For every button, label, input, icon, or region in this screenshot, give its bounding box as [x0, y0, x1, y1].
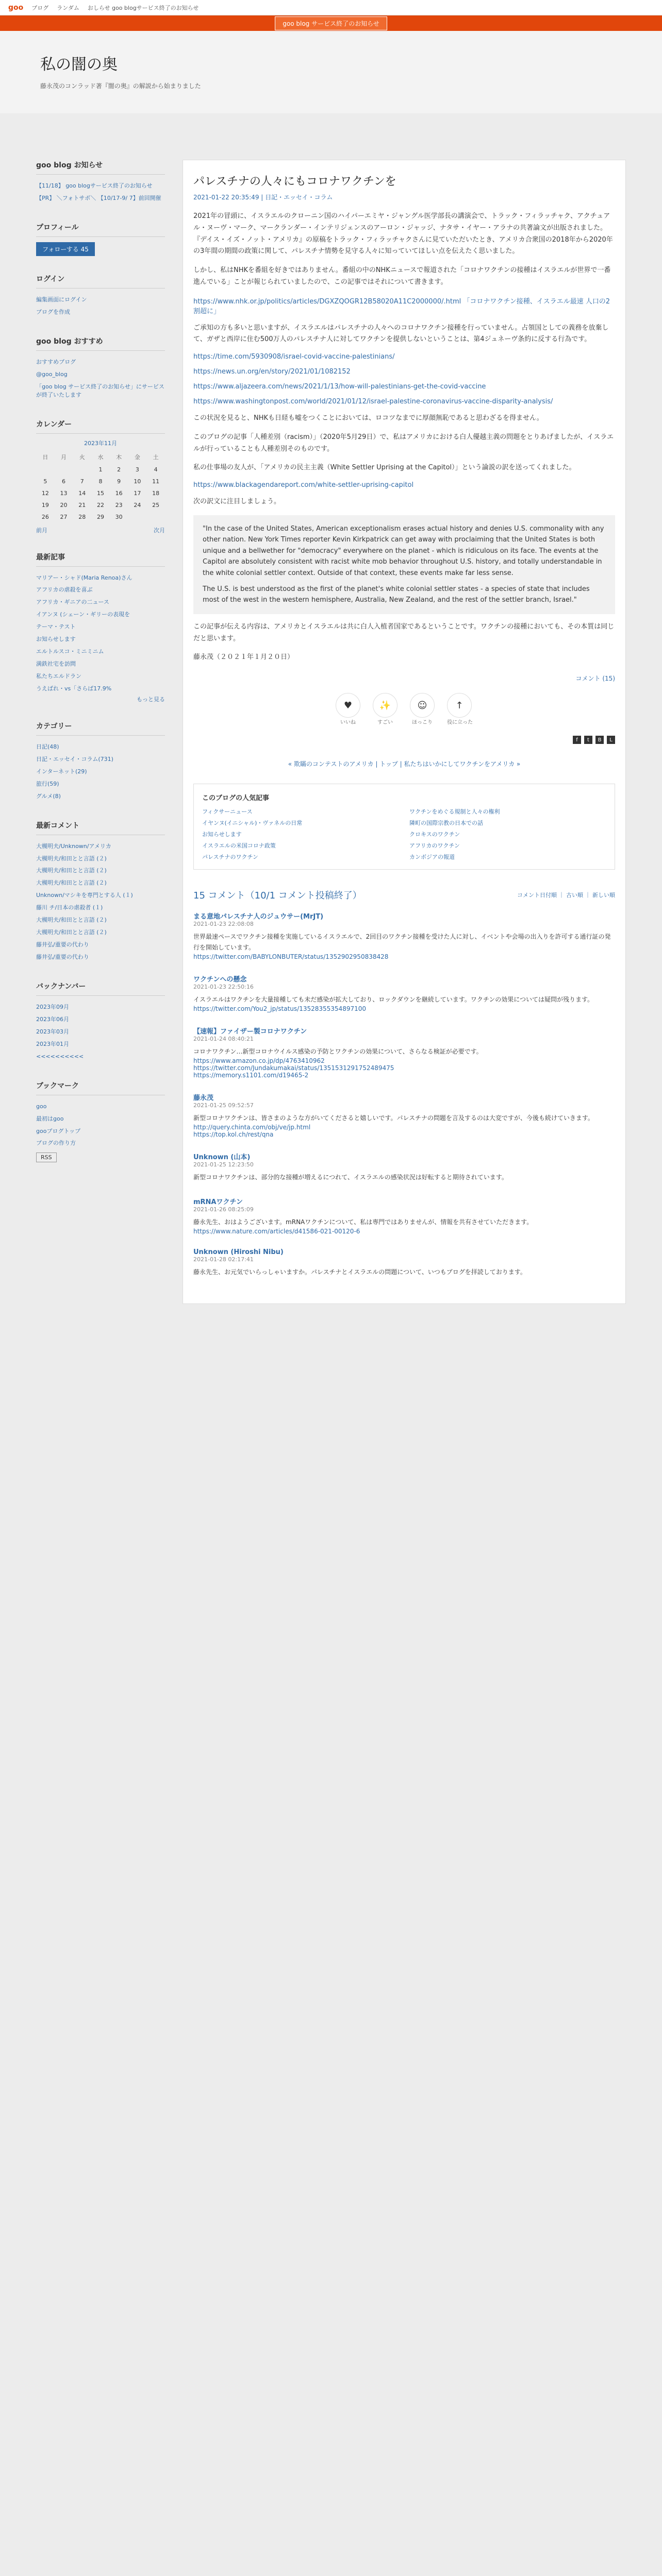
topbar-link-notice[interactable]: おしらせ goo blogサービス終了のお知らせ [87, 4, 199, 11]
category-link[interactable]: グルメ(8) [36, 792, 61, 800]
category-section [36, 721, 165, 803]
recent-post-link[interactable]: マリアー・シャド(Maria Renoa)さん [36, 574, 133, 581]
blog-description: 藤永茂のコンラッド著『闇の奥』の解説から始まりました [40, 82, 201, 90]
bookmark-link[interactable]: gooブログトップ [36, 1127, 81, 1134]
service-end-notice-button[interactable]: goo blog サービス終了のお知らせ [275, 16, 387, 30]
recent-more-link[interactable]: もっと見る [137, 696, 165, 703]
comment-link[interactable]: https://www.nature.com/articles/d41586-021-00120-6 [193, 1228, 360, 1235]
create-blog-link[interactable]: ブログを作成 [36, 308, 70, 315]
recent-comment-link[interactable]: 大槻明夫/和田とと言語 (２) [36, 917, 107, 924]
calendar-weekday: 木 [116, 453, 122, 461]
calendar-heading: カレンダー [36, 419, 165, 434]
comment-date: 2021-01-24 08:40:21 [193, 1036, 254, 1043]
blog-title[interactable]: 私の闇の奥 [40, 56, 118, 74]
calendar-day[interactable]: 20 [60, 501, 68, 509]
entry-link[interactable]: https://news.un.org/en/story/2021/01/1082152 [193, 368, 351, 376]
reaction-label: いいね [340, 720, 356, 726]
calendar-day[interactable]: 9 [117, 478, 121, 485]
calendar-weekday: 日 [42, 453, 48, 461]
calendar-day[interactable]: 11 [152, 478, 160, 485]
recent-post-link[interactable]: イアンヌ (シェーン・ギリーの表現を [36, 611, 130, 618]
recent-comments-heading: 最新コメント [36, 820, 165, 835]
recent-comment-link[interactable]: 大槻明夫/和田とと言語 (２) [36, 929, 107, 936]
calendar-day[interactable]: 24 [134, 501, 141, 509]
follow-button[interactable] [36, 242, 95, 256]
recent-comment-link[interactable]: 大槻明夫/Unknown/アメリカ [36, 842, 111, 850]
calendar-weekday: 金 [134, 453, 140, 461]
login-link[interactable]: 編集画面にログイン [36, 296, 87, 303]
calendar-day [128, 511, 147, 523]
category-link[interactable]: 日記・エッセイ・コラム(731) [36, 755, 113, 762]
top-bar [0, 0, 662, 15]
reaction-item[interactable] [373, 693, 398, 725]
recent-post-link[interactable]: テーマ・テスト [36, 623, 76, 631]
entry-paragraph: 2021年の冒頭に、イスラエルのクローニン国のハイパーエミヤ・ジャングル医学部長の講演会で、トラック・フィラッチャク、アクチュアル・ヌーヴ・マーク、マークランダー・インテリジェンスのアーロン・ジャッジ、ナタサ・イヤー・アラナの共著論文が出版されました。『デイス・イズ・ノット・アメリカ』の原稿をトラック・フィラッチャクさんに見ていただいたとき、アメリカ合衆国の2018年から2020年の3年間の期間の政策に関して、パレスチナ情勢を見守る人々に知っていてほしい点を伝えたく思いました。 [193, 212, 613, 256]
backnumber-link[interactable]: 2023年03月 [36, 1028, 69, 1035]
comment-item [193, 1151, 615, 1183]
recommend-heading: goo blog おすすめ [36, 336, 165, 351]
calendar-weekday: 水 [97, 453, 104, 461]
comment-author[interactable]: ワクチンへの懸念 [193, 976, 247, 984]
comment-item [193, 1248, 615, 1278]
calendar-day[interactable]: 29 [96, 513, 104, 520]
comment-author[interactable]: 藤永茂 [193, 1094, 214, 1103]
recent-post-link[interactable]: アフリカ・ギニアの二ュース [36, 599, 109, 606]
goo-logo[interactable]: goo [8, 3, 24, 12]
profile-heading: プロフィール [36, 222, 165, 237]
popular-post-link[interactable]: イヤンヌ(イニシャル)・ヴァネルの日常 [202, 820, 303, 827]
comment-link[interactable]: http://query.chinta.com/obj/ve/jp.html [193, 1124, 311, 1131]
entry [193, 173, 615, 744]
comment-body: コロナワクチン…新型コロナウイルス感染の予防とワクチンの効果について、さらなる検証が必要です。 [193, 1048, 483, 1056]
topbar-link-blog[interactable]: ブログ [31, 4, 49, 11]
recommend-item[interactable]: 「goo blog サービス終了のお知らせ」にサービスが終了いたします [36, 383, 164, 398]
profile-section [36, 222, 165, 256]
entry-paragraph: しかし、私はNHKを番組を好きではありません。番組の中のNHKニュースで報道された「コロナワクチンの接種はイスラエルが世界で一番進んでいる」ことが報じられていましたので、この記事ではそれについて書きます。 [193, 266, 611, 286]
share-icon[interactable]: t [584, 736, 592, 744]
goo-blog-news-heading: goo blog お知らせ [36, 160, 165, 175]
popular-post-link[interactable]: パレスチナのワクチン [202, 854, 258, 861]
popular-post-link[interactable]: 隣町の国際宗教の日本での話 [409, 820, 483, 827]
calendar-next-link[interactable]: 次月 [154, 527, 165, 534]
category-link[interactable]: 日記(48) [36, 743, 59, 750]
recent-comment-link[interactable]: 大槻明夫/和田とと言語 (２) [36, 879, 107, 887]
calendar-day[interactable]: 28 [78, 513, 86, 520]
calendar-day [146, 511, 165, 523]
entry-meta: 2021-01-22 20:35:49 | 日記・エッセイ・コラム [193, 194, 333, 201]
comment-date: 2021-01-26 08:25:09 [193, 1206, 254, 1213]
calendar-day[interactable]: 16 [115, 489, 123, 497]
popular-post-link[interactable]: お知らせします [202, 831, 242, 838]
popular-post-link[interactable]: アフリカのワクチン [409, 842, 460, 850]
calendar-day[interactable]: 27 [60, 513, 68, 520]
entry-signature: 藤永茂（２０２１年１月２０日） [193, 653, 294, 662]
backnumber-link[interactable]: 2023年06月 [36, 1015, 69, 1023]
calendar-day[interactable]: 6 [62, 478, 66, 485]
calendar-day[interactable]: 19 [41, 501, 49, 509]
popular-posts [193, 784, 615, 870]
recent-comment-link[interactable]: Unknown/マシキを専門とする人 (１) [36, 892, 133, 899]
entry-link[interactable]: https://www.aljazeera.com/news/2021/1/13/how-will-palestinians-get-the-covid-vaccine [193, 383, 486, 391]
bookmark-link[interactable]: goo [36, 1103, 47, 1110]
reaction-item[interactable] [336, 693, 360, 725]
comments-title: 15 コメント（10/1 コメント投稿終了） [193, 890, 362, 902]
calendar-day[interactable]: 23 [115, 501, 123, 509]
recommend-item[interactable]: おすすめブログ [36, 358, 76, 365]
page-body [0, 113, 662, 1304]
bookmark-section [36, 1080, 165, 1163]
comment-body: イスラエルはワクチンを大量接種しても未だ感染が拡大しており、ロックダウンを継続しています。ワクチンの効果については疑問が残ります。 [193, 996, 594, 1004]
reaction-icon[interactable]: ↑ [447, 693, 472, 718]
calendar-prev-link[interactable]: 前月 [36, 527, 47, 534]
comment-link[interactable]: https://twitter.com/Jundakumakai/status/1351531291752489475 [193, 1064, 394, 1072]
comment-body: 新型コロナワクチンは、部分的な接種が増えるにつれて、イスラエルの感染状況は好転すると期待されています。 [193, 1174, 508, 1181]
comment-item [193, 1092, 615, 1138]
blog-header [0, 31, 662, 113]
comment-body: 新型コロナワクチンは、皆さまのような方がいてくださると嬉しいです。パレスチナの問題を言及するのは大変ですが、今後も続けていきます。 [193, 1114, 594, 1122]
calendar-day [36, 464, 55, 476]
calendar-day[interactable]: 4 [154, 466, 158, 473]
popular-post-link[interactable]: イスラエルの米国コロナ政策 [202, 842, 276, 850]
calendar-weekday: 土 [153, 453, 159, 461]
recommend-section [36, 336, 165, 401]
comment-author[interactable]: Unknown (山本) [193, 1154, 251, 1162]
entry-paragraph: 私の仕事場の友人が、「アメリカの民主主義（White Settler Uprising at the Capitol）」という論説の訳を送ってくれました。 [193, 464, 576, 472]
backnumber-section [36, 981, 165, 1063]
entry-paragraph: ご承知の方も多いと思いますが、イスラエルはパレスチナの人々へのコロナワクチン接種を行っていません。占領国としての義務を放棄して、ガザと西岸に住む500万人のパレスチナ人に対してワクチンを提供しないということは、第4ジュネーヴ条約に反する行為です。 [193, 324, 609, 344]
calendar-day[interactable]: 5 [43, 478, 47, 485]
recent-comments-section [36, 820, 165, 963]
calendar-day[interactable]: 26 [41, 513, 49, 520]
popular-post-link[interactable]: ワクチンをめぐる規制と人々の権利 [409, 808, 500, 816]
main-content [183, 160, 626, 1304]
recommend-item[interactable]: @goo_blog [36, 370, 68, 378]
category-link[interactable]: インターネット(29) [36, 768, 87, 775]
calendar-day[interactable]: 12 [41, 489, 49, 497]
recent-comment-link[interactable]: 大槻明夫/和田とと言語 (２) [36, 855, 107, 862]
calendar-day[interactable]: 30 [115, 513, 123, 520]
calendar-day[interactable]: 25 [152, 501, 160, 509]
reaction-icon[interactable]: ♥ [336, 693, 360, 718]
follow-label: フォローする [42, 245, 79, 253]
entry-link[interactable]: https://www.washingtonpost.com/world/2021/01/12/israel-palestine-coronavirus-vaccine-disparity-analysis/ [193, 398, 553, 405]
topbar-link-random[interactable]: ランダム [57, 4, 79, 11]
reaction-buttons [193, 693, 615, 725]
comment-item [193, 974, 615, 1012]
recent-post-link[interactable]: 私たちエルドラン [36, 673, 81, 680]
entry-link[interactable]: https://www.blackagendareport.com/white-settler-uprising-capitol [193, 481, 414, 489]
recent-post-link[interactable]: アフリカの虐殺を喜ぶ [36, 586, 93, 594]
recent-comment-link[interactable]: 藤川 チ/日本の虐殺者 (１) [36, 904, 103, 911]
calendar-day[interactable]: 3 [135, 466, 139, 473]
share-icon[interactable]: B [595, 736, 604, 744]
comment-link[interactable]: https://www.amazon.co.jp/dp/4763410962 [193, 1057, 325, 1065]
comment-item [193, 1026, 615, 1079]
recent-comment-link[interactable]: 大槻明夫/和田とと言語 (２) [36, 867, 107, 874]
calendar-day[interactable]: 17 [134, 489, 141, 497]
entry-pager[interactable]: « 欺瞞のコンテストのアメリカ | トップ | 私たちはいかにしてワクチンをアメリカ » [288, 760, 521, 768]
calendar-day [73, 464, 91, 476]
comments-count-link[interactable]: コメント (15) [575, 675, 615, 683]
reaction-label: すごい [377, 720, 393, 726]
comment-link[interactable]: https://twitter.com/You2_jp/status/13528355354897100 [193, 1005, 366, 1013]
recent-post-link[interactable]: お知らせします [36, 636, 76, 643]
calendar-day[interactable]: 8 [98, 478, 103, 485]
comment-date: 2021-01-23 22:08:08 [193, 921, 254, 928]
calendar-table [36, 450, 165, 523]
bookmark-heading: ブックマーク [36, 1080, 165, 1095]
comment-item [193, 911, 615, 960]
entry-link[interactable]: https://www.nhk.or.jp/politics/articles/DGXZQOGR12B58020A11C2000000/.html 「コロナワクチン接種、イスラエル最速 人口の2割超に」 [193, 297, 610, 315]
recent-post-link[interactable]: 満鉄社宅を訪問 [36, 660, 76, 668]
comment-link[interactable]: https://twitter.com/BABYLONBUTER/status/1352902950838428 [193, 953, 389, 961]
comment-link[interactable]: https://top.kol.ch/rest/qna [193, 1131, 274, 1139]
comment-link[interactable]: https://memory.s1101.com/d19465-2 [193, 1072, 309, 1079]
comments-section [193, 888, 615, 1278]
popular-post-link[interactable]: カンボジアの報道 [409, 854, 455, 861]
comment-author[interactable]: Unknown (Hiroshi Nibu) [193, 1248, 284, 1257]
comment-body: 世界最速ペースでワクチン接種を実施しているイスラエルで、2回目のワクチン接種を受けた人に対し、イベントや会場の出入りを許可する通行証の発行を開始しています。 [193, 933, 611, 952]
reaction-item[interactable] [410, 693, 435, 725]
quote-block [193, 515, 615, 614]
backnumber-more[interactable]: 2023年01月 [36, 1040, 69, 1047]
comment-date: 2021-01-25 09:52:57 [193, 1102, 254, 1109]
calendar-day [55, 464, 73, 476]
entry-title[interactable]: パレスチナの人々にもコロナワクチンを [193, 175, 396, 188]
reaction-label: 役に立った [447, 720, 473, 726]
comments-sort[interactable]: コメント日付順 ｜ 古い順 ｜ 新しい順 [517, 892, 615, 899]
comment-item [193, 1196, 615, 1235]
comment-date: 2021-01-25 12:23:50 [193, 1161, 254, 1168]
popular-post-link[interactable]: フィクサーニュース [202, 808, 253, 816]
follow-count: 45 [80, 245, 89, 253]
calendar-day[interactable]: 22 [96, 501, 104, 509]
share-icon[interactable]: L [607, 736, 615, 744]
login-section [36, 274, 165, 318]
calendar-day[interactable]: 13 [60, 489, 68, 497]
calendar-day[interactable]: 10 [134, 478, 141, 485]
quote-text-1: "In the case of the United States, American exceptionalism erases actual history and denies U.S. commonality with any other nation. New York Times reporter Kevin Kirkpatrick can get away with proclaiming that the United States is both unique and a bellwether for "democracy" everywhere on the planet - which is ridiculous on its face. The events at the Capitol are absolutely consistent with racist white mob behavior throughout U.S. history, and totally understandable in the white colonial settler context. Outside of that context, these events make far less sense. [203, 524, 604, 577]
bookmark-link[interactable]: ブログの作り方 [36, 1140, 76, 1147]
entry-paragraph: このブログの記事「人種差別（racism）」（2020年5月29日）で、私はアメリカにおける白人優越主義の問題をとりあげましたが、イスラエルが行っていることも人種差別そのものです。 [193, 433, 614, 453]
calendar-day[interactable]: 14 [78, 489, 86, 497]
notice-banner [0, 15, 662, 31]
reaction-item[interactable] [447, 693, 473, 725]
calendar-day[interactable]: 15 [96, 489, 104, 497]
news-item[interactable]: 【11/18】 goo blogサービス終了のお知らせ [36, 182, 153, 189]
calendar-weekday: 月 [61, 453, 67, 461]
popular-post-link[interactable]: クロキスのワクチン [409, 831, 460, 838]
comment-author[interactable]: mRNAワクチン [193, 1198, 243, 1207]
reaction-icon[interactable]: ☺ [410, 693, 435, 718]
recent-posts-section [36, 552, 165, 703]
quote-text-2: The U.S. is best understood as the first of the planet's white colonial settler states - a species of state that includes most of the west in the western hemisphere, Australia, New Zealand, and the rest of the settler branch, Israel." [203, 585, 590, 604]
calendar-weekday: 火 [79, 453, 85, 461]
recent-posts-heading: 最新記事 [36, 552, 165, 567]
recent-comment-link[interactable]: 藤井弘/重要の代わり [36, 941, 89, 948]
sidebar [36, 160, 165, 1304]
news-item[interactable]: 【PR】 ＼フォトサポ＼ 【10/17-9/ 7】前回開催 [36, 194, 161, 201]
comment-date: 2021-01-28 02:17:41 [193, 1256, 254, 1263]
calendar-day[interactable]: 7 [80, 478, 84, 485]
popular-posts-heading: このブログの人気記事 [202, 794, 270, 803]
entry-paragraph: この状況を見ると、NHKも日経も嘘をつくことにおいては、ロコツなまでに厚顔無恥であると思わざるを得ません。 [193, 414, 543, 422]
recent-comment-link[interactable]: 藤井弘/重要の代わり [36, 954, 89, 960]
comment-author[interactable]: 【速報】ファイザー製コロナワクチン [193, 1028, 307, 1036]
backnumber-heading: バックナンバー [36, 981, 165, 996]
backnumber-link[interactable]: 2023年09月 [36, 1003, 69, 1010]
share-icons [193, 736, 615, 744]
backnumber-older[interactable]: <<<<<<<<<< [36, 1053, 84, 1060]
entry-paragraph: この記事が伝える内容は、アメリカとイスラエルは共に白人入植者国家であるということです。ワクチンの接種においても、その本質は同じだと思います。 [193, 622, 615, 642]
blockquote-intro: 次の訳文に注目しましょう。 [193, 498, 281, 505]
reaction-icon[interactable]: ✨ [373, 693, 398, 718]
calendar-day[interactable]: 18 [152, 489, 160, 497]
goo-blog-news-section [36, 160, 165, 205]
calendar-day[interactable]: 2 [117, 466, 121, 473]
share-icon[interactable]: f [573, 736, 581, 744]
calendar-day[interactable]: 1 [98, 466, 103, 473]
category-heading: カテゴリー [36, 721, 165, 736]
comment-body: 藤永先生、お元気でいらっしゃいますか。パレスチナとイスラエルの問題について、いつもブログを拝読しております。 [193, 1268, 526, 1276]
comment-date: 2021-01-23 22:50:16 [193, 984, 254, 991]
recent-post-link[interactable]: うえばれ・vs「さらば17.9% [36, 685, 112, 692]
calendar-month: 2023年11月 [84, 439, 117, 447]
reaction-label: ほっこり [412, 720, 433, 726]
comment-body: 藤永先生、おはようございます。mRNAワクチンについて、私は専門ではありませんが、情報を共有させていただきます。 [193, 1218, 533, 1226]
entry-link[interactable]: https://time.com/5930908/israel-covid-vaccine-palestinians/ [193, 353, 395, 361]
rss-button[interactable]: RSS [36, 1153, 57, 1162]
calendar-day[interactable]: 21 [78, 501, 86, 509]
bookmark-link[interactable]: 最初はgoo [36, 1115, 64, 1122]
recent-post-link[interactable]: エルトルスコ・ミニミニム [36, 648, 104, 655]
category-link[interactable]: 旅行(59) [36, 780, 59, 787]
calendar-section [36, 419, 165, 534]
login-heading: ログイン [36, 274, 165, 289]
comment-author[interactable]: まる意地パレスチナ人のジュウサー(MrJT) [193, 913, 324, 921]
